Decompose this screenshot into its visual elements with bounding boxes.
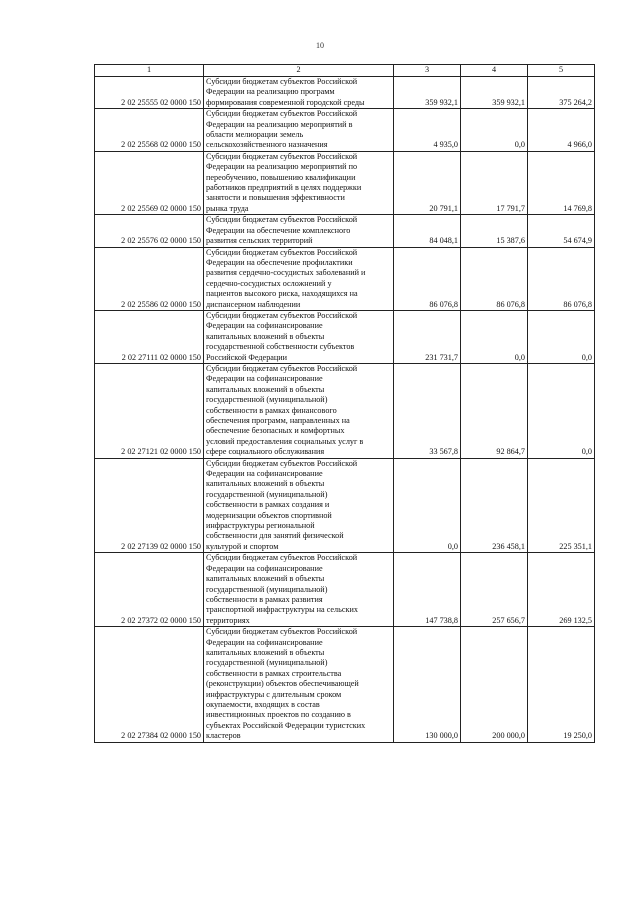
description-line: инфраструктуры региональной: [206, 521, 315, 531]
description-line: Субсидии бюджетам субъектов Российской: [206, 458, 358, 468]
description-line: Субсидии бюджетам субъектов Российской: [206, 215, 358, 225]
budget-code-cell: 2 02 25568 02 0000 150: [95, 109, 204, 152]
description-line: государственной (муниципальной): [206, 658, 328, 668]
description-line: Субсидии бюджетам субъектов Российской: [206, 109, 358, 119]
header-cell: 4: [461, 65, 528, 77]
description-line: капитальных вложений в объекты: [206, 647, 325, 657]
description-line: собственности для занятий физической: [206, 531, 344, 541]
amount-col3-cell: 33 567,8: [394, 363, 461, 458]
amount-col4-cell: 0,0: [461, 310, 528, 363]
description-line: собственности в рамках развития: [206, 594, 323, 604]
budget-code-cell: 2 02 25555 02 0000 150: [95, 77, 204, 109]
table-row: [95, 553, 595, 627]
amount-col4-cell: 359 932,1: [461, 77, 528, 109]
description-cell: [204, 151, 394, 214]
budget-code-cell: 2 02 27372 02 0000 150: [95, 553, 204, 627]
description-line: области мелиорации земель: [206, 130, 304, 140]
description-line: Федерации на софинансирование: [206, 374, 323, 384]
description-line: собственности в рамках финансового: [206, 405, 337, 415]
amount-col3-cell: 84 048,1: [394, 215, 461, 247]
description-line: Субсидии бюджетам субъектов Российской: [206, 363, 358, 373]
budget-code-cell: 2 02 27139 02 0000 150: [95, 458, 204, 553]
description-line: сфере социального обслуживания: [206, 447, 325, 457]
description-line: работников предприятий в целях поддержки: [206, 183, 362, 193]
description-line: рынка труда: [206, 203, 249, 213]
amount-col5-cell: 86 076,8: [528, 247, 595, 310]
description-line: Субсидии бюджетам субъектов Российской: [206, 310, 358, 320]
description-line: модернизации объектов спортивной: [206, 510, 332, 520]
budget-code-cell: 2 02 27111 02 0000 150: [95, 310, 204, 363]
description-line: переобучению, повышению квалификации: [206, 172, 356, 182]
description-line: культурой и спортом: [206, 541, 279, 551]
description-line: государственной (муниципальной): [206, 584, 328, 594]
amount-col5-cell: 0,0: [528, 363, 595, 458]
amount-col3-cell: 231 731,7: [394, 310, 461, 363]
description-cell: [204, 109, 394, 152]
description-line: сельскохозяйственного назначения: [206, 140, 328, 150]
description-line: Субсидии бюджетам субъектов Российской: [206, 151, 358, 161]
description-line: развития сельских территорий: [206, 236, 313, 246]
description-line: капитальных вложений в объекты: [206, 479, 325, 489]
table-row: [95, 77, 595, 109]
description-line: Субсидии бюджетам субъектов Российской: [206, 627, 358, 637]
description-line: территориях: [206, 615, 250, 625]
amount-col5-cell: 0,0: [528, 310, 595, 363]
description-line: Федерации на обеспечение комплексного: [206, 225, 351, 235]
description-line: капитальных вложений в объекты: [206, 384, 325, 394]
description-line: Федерации на софинансирование: [206, 637, 323, 647]
amount-col4-cell: 86 076,8: [461, 247, 528, 310]
description-line: инвестиционных проектов по созданию в: [206, 710, 351, 720]
header-cell: 2: [204, 65, 394, 77]
amount-col5-cell: 269 132,5: [528, 553, 595, 627]
amount-col3-cell: 20 791,1: [394, 151, 461, 214]
description-line: формирования современной городской среды: [206, 97, 365, 107]
amount-col5-cell: 4 966,0: [528, 109, 595, 152]
description-line: развития сердечно-сосудистых заболеваний и: [206, 268, 366, 278]
description-line: сердечно-сосудистых осложнений у: [206, 278, 332, 288]
description-line: (реконструкции) объектов обеспечивающей: [206, 679, 359, 689]
description-line: капитальных вложений в объекты: [206, 574, 325, 584]
amount-col4-cell: 257 656,7: [461, 553, 528, 627]
amount-col4-cell: 15 387,6: [461, 215, 528, 247]
description-cell: [204, 310, 394, 363]
description-line: Федерации на реализацию программ: [206, 87, 335, 97]
description-line: занятости и повышения эффективности: [206, 193, 345, 203]
budget-code-cell: 2 02 27384 02 0000 150: [95, 627, 204, 742]
amount-col5-cell: 14 769,8: [528, 151, 595, 214]
description-cell: [204, 215, 394, 247]
description-line: пациентов высокого риска, находящихся на: [206, 289, 358, 299]
description-line: Субсидии бюджетам субъектов Российской: [206, 247, 358, 257]
description-line: Субсидии бюджетам субъектов Российской: [206, 553, 358, 563]
budget-code-cell: 2 02 25569 02 0000 150: [95, 151, 204, 214]
description-line: условий предоставления социальных услуг в: [206, 436, 364, 446]
amount-col4-cell: 17 791,7: [461, 151, 528, 214]
description-line: кластеров: [206, 731, 241, 741]
amount-col5-cell: 54 674,9: [528, 215, 595, 247]
description-line: субъектах Российской Федерации туристских: [206, 720, 366, 730]
budget-code-cell: 2 02 25586 02 0000 150: [95, 247, 204, 310]
amount-col5-cell: 225 351,1: [528, 458, 595, 553]
table-row: [95, 627, 595, 742]
description-line: Федерации на софинансирование: [206, 469, 323, 479]
description-line: Федерации на обеспечение профилактики: [206, 257, 353, 267]
amount-col4-cell: 200 000,0: [461, 627, 528, 742]
table-row: [95, 109, 595, 152]
table-row: [95, 363, 595, 458]
table-row: [95, 151, 595, 214]
description-line: Федерации на софинансирование: [206, 563, 323, 573]
description-line: Субсидии бюджетам субъектов Российской: [206, 77, 358, 86]
amount-col3-cell: 130 000,0: [394, 627, 461, 742]
description-line: диспансерном наблюдении: [206, 299, 301, 309]
table-row: [95, 247, 595, 310]
header-cell: 1: [95, 65, 204, 77]
description-line: Федерации на реализацию мероприятий по: [206, 162, 358, 172]
description-line: Федерации на реализацию мероприятий в: [206, 119, 353, 129]
description-line: транспортной инфраструктуры на сельских: [206, 605, 358, 615]
description-cell: [204, 553, 394, 627]
description-cell: [204, 77, 394, 109]
description-line: Федерации на софинансирование: [206, 321, 323, 331]
description-line: собственности в рамках строительства: [206, 668, 342, 678]
budget-code-cell: 2 02 25576 02 0000 150: [95, 215, 204, 247]
amount-col3-cell: 86 076,8: [394, 247, 461, 310]
description-line: капитальных вложений в объекты: [206, 331, 325, 341]
amount-col3-cell: 4 935,0: [394, 109, 461, 152]
description-cell: [204, 458, 394, 553]
description-cell: [204, 247, 394, 310]
amount-col3-cell: 359 932,1: [394, 77, 461, 109]
amount-col4-cell: 0,0: [461, 109, 528, 152]
description-line: государственной (муниципальной): [206, 395, 328, 405]
header-cell: 5: [528, 65, 595, 77]
amount-col5-cell: 19 250,0: [528, 627, 595, 742]
budget-code-cell: 2 02 27121 02 0000 150: [95, 363, 204, 458]
table-row: [95, 310, 595, 363]
page-number: 10: [316, 41, 324, 50]
budget-table: [94, 64, 595, 743]
description-cell: [204, 363, 394, 458]
amount-col3-cell: 0,0: [394, 458, 461, 553]
description-line: обеспечения программ, направленных на: [206, 416, 350, 425]
amount-col4-cell: 236 458,1: [461, 458, 528, 553]
description-line: окупаемости, входящих в состав: [206, 699, 320, 709]
amount-col5-cell: 375 264,2: [528, 77, 595, 109]
description-line: обеспечение безопасных и комфортных: [206, 426, 345, 436]
header-cell: 3: [394, 65, 461, 77]
amount-col3-cell: 147 738,8: [394, 553, 461, 627]
table-row: [95, 215, 595, 247]
description-cell: [204, 627, 394, 742]
description-line: Российской Федерации: [206, 352, 288, 362]
amount-col4-cell: 92 864,7: [461, 363, 528, 458]
description-line: собственности в рамках создания и: [206, 500, 330, 510]
table-row: [95, 458, 595, 553]
table-header-row: [95, 65, 595, 77]
description-line: инфраструктуры с длительным сроком: [206, 689, 342, 699]
description-line: государственной собственности субъектов: [206, 342, 355, 352]
description-line: государственной (муниципальной): [206, 489, 328, 499]
